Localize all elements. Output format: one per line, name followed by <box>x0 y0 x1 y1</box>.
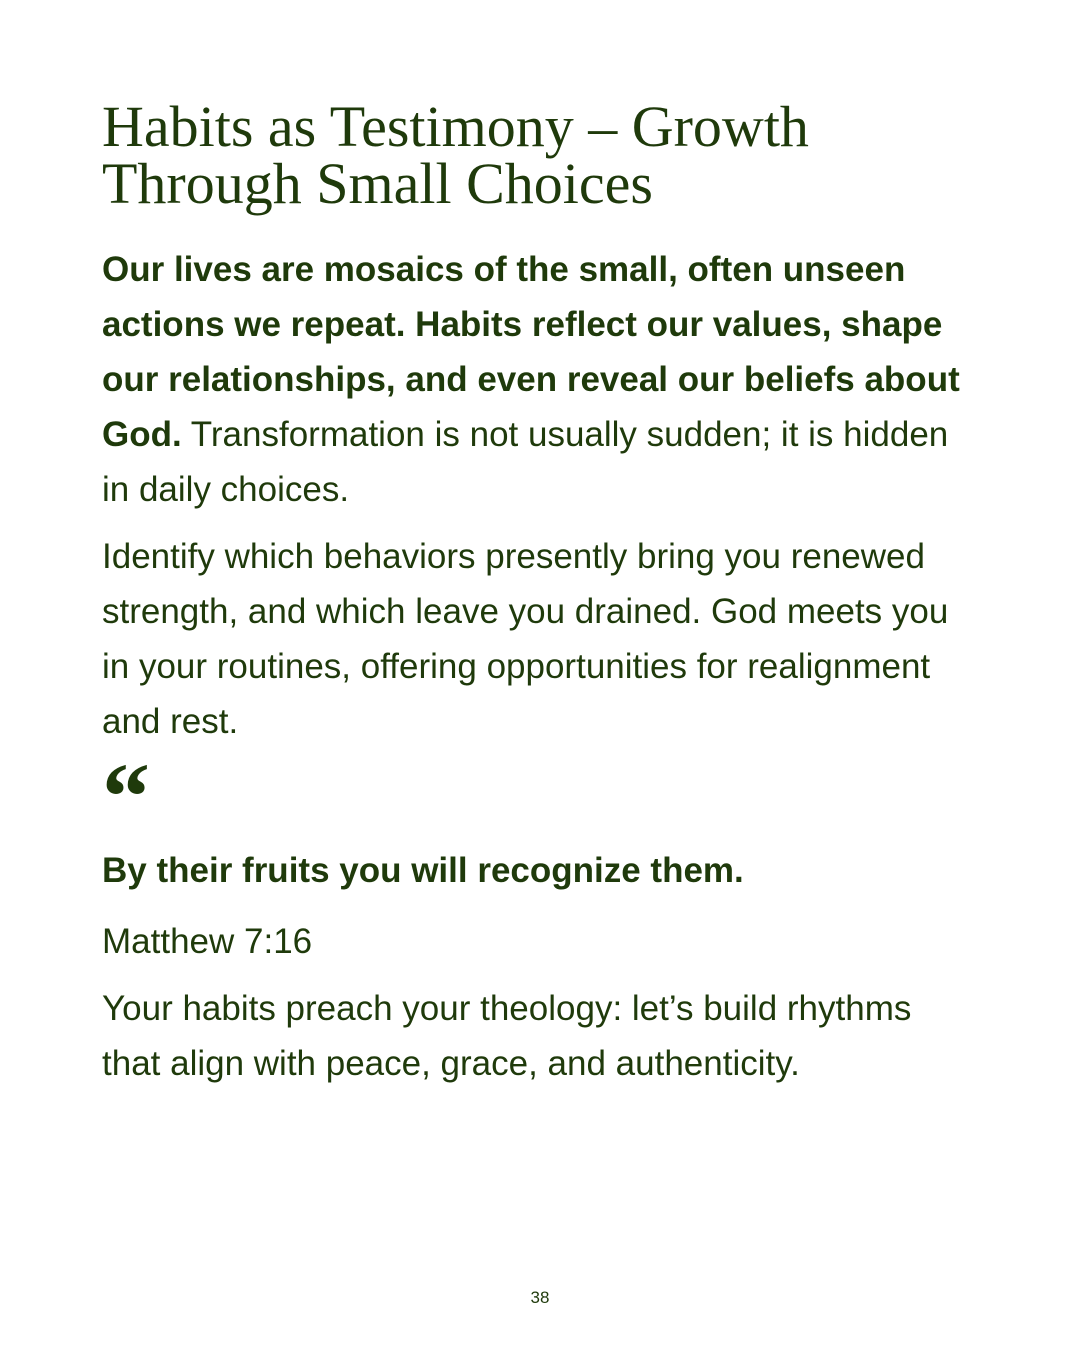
intro-rest: Transformation is not usually sudden; it is hidden in daily choices. <box>102 415 949 509</box>
closing-paragraph: Your habits preach your theology: let’s build rhythms that align with peace, grace, and authenticity. <box>102 989 912 1083</box>
page-number: 38 <box>530 1288 550 1307</box>
body-paragraph: Identify which behaviors presently bring you renewed strength, and which leave you drained. God meets you in your routines, offering opportunities for realignment and rest. <box>102 537 949 741</box>
page-title: Habits as Testimony – Growth Through Small Choices <box>102 94 809 216</box>
quote-mark-icon: “ <box>102 743 150 850</box>
intro-lead: Our lives are mosaics of the small, often unseen actions we repeat. Habits reflect our values, shape our relationships, and even reveal our beliefs about God. <box>102 250 960 454</box>
scripture-quote: By their fruits you will recognize them. <box>102 851 744 890</box>
scripture-citation: Matthew 7:16 <box>102 922 313 961</box>
page-content <box>102 94 972 1091</box>
intro-paragraph <box>102 242 972 517</box>
